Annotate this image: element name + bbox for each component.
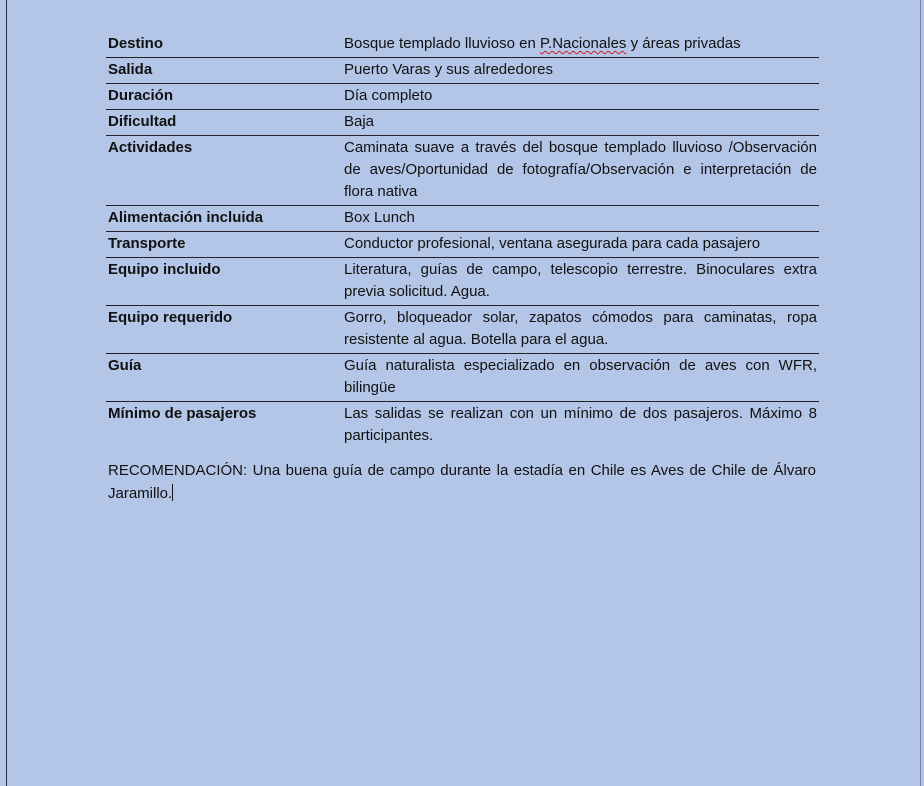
row-value[interactable] <box>342 33 819 55</box>
row-value[interactable]: Caminata suave a través del bosque templado lluvioso /Observación de aves/Oportunidad de fotografía/Observación e interpretación de flora nativa <box>344 139 817 200</box>
table-row-actividades <box>106 136 819 206</box>
row-value[interactable]: Las salidas se realizan con un mínimo de dos pasajeros. Máximo 8 participantes. <box>344 405 817 444</box>
value-text: y áreas privadas <box>626 35 741 52</box>
row-value[interactable]: Baja <box>344 113 375 130</box>
recommendation-text: RECOMENDACIÓN: Una buena guía de campo durante la estadía en Chile es Aves de Chile de Álvaro Jaramillo. <box>108 462 816 502</box>
table-row-transporte <box>106 232 819 258</box>
row-value[interactable]: Conductor profesional, ventana asegurada para cada pasajero <box>344 235 761 252</box>
tour-details-table <box>106 32 819 449</box>
table-row-dificultad <box>106 110 819 136</box>
row-value[interactable]: Literatura, guías de campo, telescopio terrestre. Binoculares extra previa solicitud. Agua. <box>344 261 817 300</box>
row-value[interactable]: Puerto Varas y sus alrededores <box>344 61 553 78</box>
row-label: Destino <box>108 35 164 52</box>
page-right-edge <box>920 0 921 786</box>
table-row-guia <box>106 354 819 402</box>
row-value[interactable]: Día completo <box>344 87 433 104</box>
table-row-minimo-pasajeros <box>106 402 819 449</box>
row-value[interactable]: Guía naturalista especializado en observación de aves con WFR, bilingüe <box>344 357 817 396</box>
row-label: Mínimo de pasajeros <box>108 405 257 422</box>
value-text: Bosque templado lluvioso en <box>344 35 540 52</box>
row-value[interactable]: Box Lunch <box>344 209 415 226</box>
text-cursor <box>172 484 173 501</box>
row-label: Equipo requerido <box>108 309 233 326</box>
row-label: Equipo incluido <box>108 261 221 278</box>
misspelled-word[interactable]: P.Nacionales <box>539 35 627 52</box>
table-row-duracion <box>106 84 819 110</box>
row-label: Dificultad <box>108 113 177 130</box>
page-left-edge <box>6 0 7 786</box>
row-label: Alimentación incluida <box>108 209 264 226</box>
row-label: Transporte <box>108 235 186 252</box>
table-row-alimentacion <box>106 206 819 232</box>
row-label: Actividades <box>108 139 193 156</box>
table-row-equipo-requerido <box>106 306 819 354</box>
row-label: Salida <box>108 61 153 78</box>
row-label: Guía <box>108 357 142 374</box>
table-row-destino <box>106 32 819 58</box>
table-row-equipo-incluido <box>106 258 819 306</box>
table-row-salida <box>106 58 819 84</box>
recommendation-paragraph[interactable] <box>108 459 816 505</box>
row-label: Duración <box>108 87 174 104</box>
row-value[interactable]: Gorro, bloqueador solar, zapatos cómodos para caminatas, ropa resistente al agua. Botella para el agua. <box>344 309 817 348</box>
